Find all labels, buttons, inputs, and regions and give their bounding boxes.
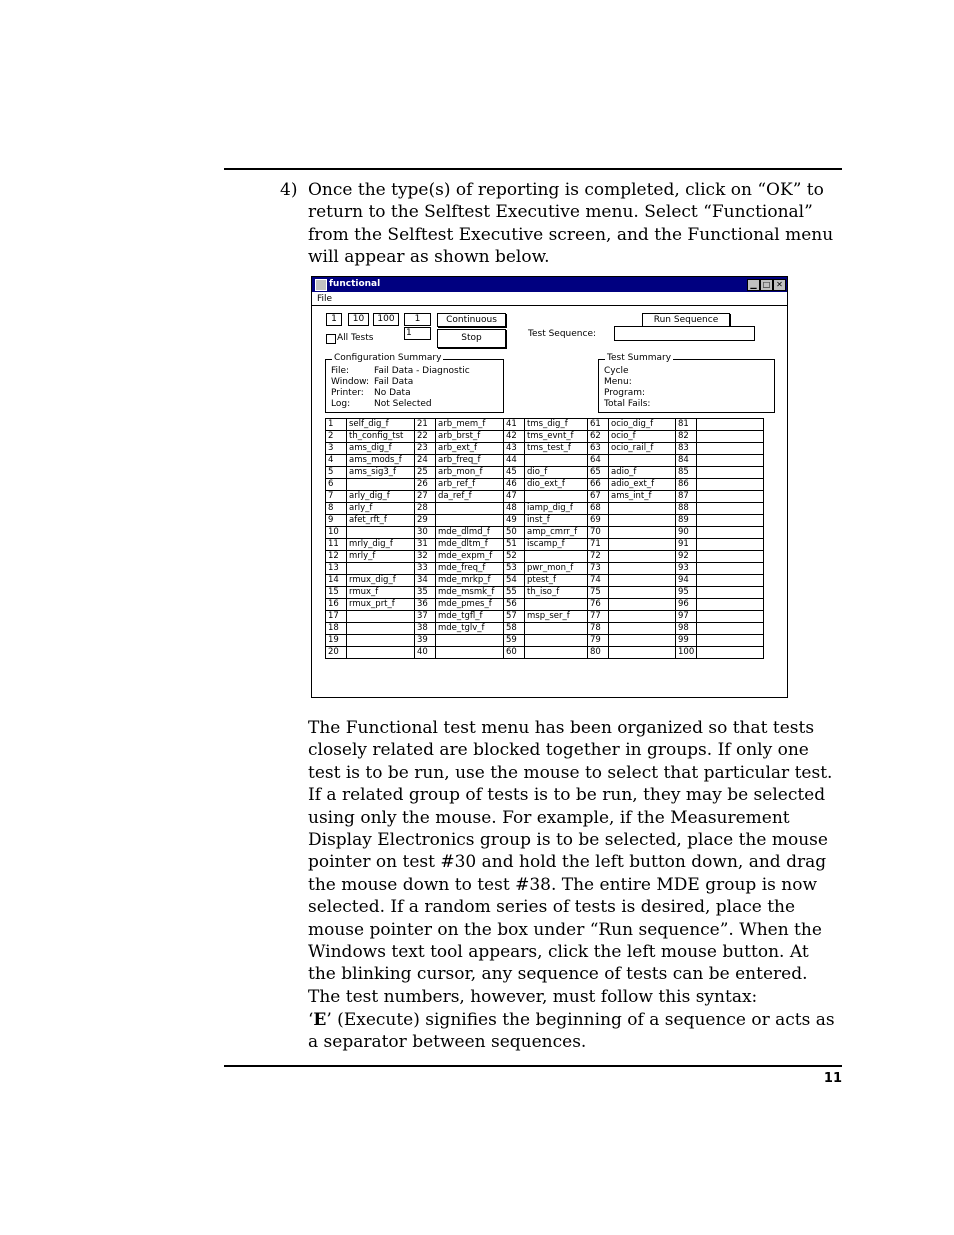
app-icon [315,279,327,291]
test-name-cell[interactable] [697,419,764,431]
test-name-cell[interactable]: mde_dltm_f [436,539,504,551]
test-number-cell[interactable]: 7 [326,491,347,503]
test-number-cell[interactable]: 76 [588,599,609,611]
test-name-cell[interactable]: ams_sig3_f [347,467,415,479]
body-paragraph: The Functional test menu has been organized so that tests closely related are blocked together in groups. If only one test is to be run, use the mouse to select that particular test. If a related group of tests is to be run, they may be selected using only the mouse. For example, if the Measurement Display Electronics group is to be selected, place the mouse pointer on test #30 and hold the left button down, and drag the mouse down to test #38. The entire MDE group is now selected. If a random series of tests is desired, place the mouse pointer on the box under “Run sequence”. When the Windows text tool appears, click the left mouse button. At the blinking cursor, any sequence of tests can be entered. The test numbers, however, must follow this syntax: [308,718,833,1007]
test-number-cell[interactable]: 43 [504,443,525,455]
test-number-cell[interactable]: 18 [326,623,347,635]
test-name-cell[interactable]: rmux_dig_f [347,575,415,587]
test-name-cell[interactable]: dio_ext_f [525,479,588,491]
test-number-cell[interactable]: 80 [588,647,609,659]
test-number-cell[interactable]: 59 [504,635,525,647]
test-name-cell[interactable] [609,611,676,623]
test-name-cell[interactable]: arb_ref_f [436,479,504,491]
test-number-cell[interactable]: 60 [504,647,525,659]
test-number-cell[interactable]: 57 [504,611,525,623]
test-number-cell[interactable]: 93 [676,563,697,575]
test-number-cell[interactable]: 10 [326,527,347,539]
test-name-cell[interactable] [609,527,676,539]
maximize-button[interactable]: □ [760,279,773,291]
test-name-cell[interactable] [347,563,415,575]
test-name-cell[interactable]: arb_brst_f [436,431,504,443]
test-row [326,611,764,623]
test-name-cell[interactable] [609,503,676,515]
all-tests-label: All Tests [337,333,374,343]
test-number-cell[interactable]: 47 [504,491,525,503]
test-number-cell[interactable]: 77 [588,611,609,623]
test-name-cell[interactable]: arly_f [347,503,415,515]
test-name-cell[interactable] [609,647,676,659]
test-row [326,539,764,551]
test-number-cell[interactable]: 89 [676,515,697,527]
test-row [326,455,764,467]
test-name-cell[interactable] [697,551,764,563]
test-number-cell[interactable]: 23 [415,443,436,455]
test-number-cell[interactable]: 14 [326,575,347,587]
test-name-cell[interactable] [697,599,764,611]
test-number-cell[interactable]: 75 [588,587,609,599]
test-number-cell[interactable]: 81 [676,419,697,431]
test-name-cell[interactable]: iamp_dig_f [525,503,588,515]
test-name-cell[interactable]: mde_dlmd_f [436,527,504,539]
test-number-cell[interactable]: 12 [326,551,347,563]
test-number-cell[interactable]: 31 [415,539,436,551]
run-sequence-button[interactable]: Run Sequence [642,313,730,327]
test-name-cell[interactable]: self_dig_f [347,419,415,431]
test-row [326,443,764,455]
test-summary-row: Cycle [604,366,629,376]
cycle-count-display: 1 [404,313,431,326]
test-name-cell[interactable] [697,587,764,599]
test-number-cell[interactable]: 91 [676,539,697,551]
test-name-cell[interactable]: ocio_dig_f [609,419,676,431]
config-key: Printer: [331,388,364,398]
test-name-cell[interactable] [609,515,676,527]
test-number-cell[interactable]: 66 [588,479,609,491]
test-summary-title: Test Summary [607,353,672,363]
test-name-cell[interactable] [697,647,764,659]
test-number-cell[interactable]: 86 [676,479,697,491]
test-row [326,515,764,527]
test-number-cell[interactable]: 54 [504,575,525,587]
test-number-cell[interactable]: 37 [415,611,436,623]
test-name-cell[interactable]: ptest_f [525,575,588,587]
test-name-cell[interactable] [436,503,504,515]
test-number-cell[interactable]: 13 [326,563,347,575]
test-number-cell[interactable]: 55 [504,587,525,599]
execute-close-quote: ’ [326,1010,332,1030]
test-name-cell[interactable] [609,551,676,563]
test-number-cell[interactable]: 21 [415,419,436,431]
test-number-cell[interactable]: 6 [326,479,347,491]
test-name-cell[interactable] [347,623,415,635]
test-sequence-label: Test Sequence: [528,329,597,339]
config-value: No Data [374,388,411,398]
config-key: Window: [331,377,370,387]
test-name-cell[interactable]: mde_expm_f [436,551,504,563]
test-name-cell[interactable]: rmux_prt_f [347,599,415,611]
test-name-cell[interactable]: amp_cmrr_f [525,527,588,539]
test-summary-row: Total Fails: [604,399,651,409]
test-name-cell[interactable] [697,491,764,503]
test-number-cell[interactable]: 74 [588,575,609,587]
all-tests-checkbox[interactable] [326,334,336,344]
test-summary-group [598,353,775,413]
test-name-cell[interactable] [609,623,676,635]
test-name-cell[interactable] [436,515,504,527]
config-row [331,399,432,409]
test-number-cell[interactable]: 44 [504,455,525,467]
test-name-cell[interactable]: ams_mods_f [347,455,415,467]
step-number: 4) [280,180,298,200]
window-title: functional [329,279,381,289]
test-name-cell[interactable]: afet_rft_f [347,515,415,527]
test-name-cell[interactable]: rmux_f [347,587,415,599]
test-name-cell[interactable] [697,623,764,635]
config-row [331,377,413,387]
test-name-cell[interactable] [436,635,504,647]
test-name-cell[interactable] [697,563,764,575]
test-name-cell[interactable] [525,635,588,647]
test-name-cell[interactable]: arly_dig_f [347,491,415,503]
test-number-cell[interactable]: 96 [676,599,697,611]
test-number-cell[interactable]: 15 [326,587,347,599]
test-name-cell[interactable]: pwr_mon_f [525,563,588,575]
test-name-cell[interactable]: mde_tglv_f [436,623,504,635]
menu-bar [312,293,787,306]
test-name-cell[interactable] [697,467,764,479]
test-name-cell[interactable]: dio_f [525,467,588,479]
test-number-cell[interactable]: 19 [326,635,347,647]
test-name-cell[interactable]: ocio_rail_f [609,443,676,455]
test-number-cell[interactable]: 97 [676,611,697,623]
test-number-cell[interactable]: 68 [588,503,609,515]
configuration-summary-title: Configuration Summary [334,353,442,363]
cycle-1-button[interactable]: 1 [326,313,342,326]
test-number-cell[interactable]: 67 [588,491,609,503]
test-number-cell[interactable]: 2 [326,431,347,443]
test-number-cell[interactable]: 46 [504,479,525,491]
test-row [326,479,764,491]
test-name-cell[interactable] [436,647,504,659]
test-name-cell[interactable] [525,491,588,503]
test-name-cell[interactable] [697,527,764,539]
test-list-table [325,418,764,659]
test-number-cell[interactable]: 27 [415,491,436,503]
test-name-cell[interactable] [697,455,764,467]
test-name-cell[interactable] [525,647,588,659]
test-name-cell[interactable] [609,599,676,611]
test-number-cell[interactable]: 71 [588,539,609,551]
test-name-cell[interactable] [347,611,415,623]
test-name-cell[interactable] [697,635,764,647]
test-sequence-input[interactable] [614,326,755,341]
test-name-cell[interactable] [347,635,415,647]
test-number-cell[interactable]: 88 [676,503,697,515]
test-name-cell[interactable]: adio_ext_f [609,479,676,491]
test-number-cell[interactable]: 85 [676,467,697,479]
config-key: Log: [331,399,351,409]
minimize-button[interactable]: ▁ [747,279,760,291]
test-name-cell[interactable]: mde_msmk_f [436,587,504,599]
test-number-cell[interactable]: 39 [415,635,436,647]
test-name-cell[interactable] [347,527,415,539]
test-number-cell[interactable]: 41 [504,419,525,431]
test-number-cell[interactable]: 34 [415,575,436,587]
test-row [326,419,764,431]
test-name-cell[interactable]: th_iso_f [525,587,588,599]
test-name-cell[interactable] [697,431,764,443]
test-number-cell[interactable]: 4 [326,455,347,467]
test-number-cell[interactable]: 99 [676,635,697,647]
test-number-cell[interactable]: 28 [415,503,436,515]
test-summary-row: Program: [604,388,646,398]
test-name-cell[interactable]: mrly_f [347,551,415,563]
test-name-cell[interactable]: arb_freq_f [436,455,504,467]
execute-open-quote: ‘ [308,1010,314,1030]
test-number-cell[interactable]: 73 [588,563,609,575]
test-number-cell[interactable]: 79 [588,635,609,647]
stop-button[interactable]: Stop [437,329,506,348]
test-number-cell[interactable]: 94 [676,575,697,587]
test-name-cell[interactable] [697,443,764,455]
cycle-10-button[interactable]: 10 [348,313,369,326]
test-number-cell[interactable]: 3 [326,443,347,455]
test-row [326,431,764,443]
test-number-cell[interactable]: 61 [588,419,609,431]
page-number: 11 [823,1071,842,1086]
test-row [326,551,764,563]
test-row [326,575,764,587]
menu-file[interactable]: File [317,294,333,304]
test-number-cell[interactable]: 9 [326,515,347,527]
test-number-cell[interactable]: 58 [504,623,525,635]
test-name-cell[interactable]: mrly_dig_f [347,539,415,551]
test-name-cell[interactable]: arb_mon_f [436,467,504,479]
test-name-cell[interactable] [525,599,588,611]
config-row [331,366,470,376]
cycle-100-button[interactable]: 100 [373,313,399,326]
test-number-cell[interactable]: 1 [326,419,347,431]
test-number-cell[interactable]: 87 [676,491,697,503]
test-name-cell[interactable]: mde_mrkp_f [436,575,504,587]
test-number-cell[interactable]: 56 [504,599,525,611]
execute-paragraph [308,1009,840,1054]
config-row [331,388,411,398]
test-number-cell[interactable]: 11 [326,539,347,551]
bottom-rule [224,1065,842,1067]
test-number-cell[interactable]: 30 [415,527,436,539]
test-number-cell[interactable]: 72 [588,551,609,563]
test-row [326,503,764,515]
test-name-cell[interactable] [609,563,676,575]
test-row [326,635,764,647]
test-name-cell[interactable] [525,623,588,635]
test-name-cell[interactable] [347,479,415,491]
test-number-cell[interactable]: 35 [415,587,436,599]
step-text: Once the type(s) of reporting is completed, click on “OK” to return to the Selftest Executive menu. Select “Functional” from the Selftest Executive screen, and the Functional menu will appear as shown below. [308,180,834,268]
config-value: Fail Data - Diagnostic [374,366,470,376]
test-name-cell[interactable] [609,587,676,599]
test-name-cell[interactable] [525,455,588,467]
test-number-cell[interactable]: 5 [326,467,347,479]
test-number-cell[interactable]: 70 [588,527,609,539]
test-row [326,563,764,575]
test-list-body [326,419,764,659]
config-value: Not Selected [374,399,432,409]
test-number-cell[interactable]: 20 [326,647,347,659]
test-name-cell[interactable] [525,551,588,563]
test-number-cell[interactable]: 33 [415,563,436,575]
test-number-cell[interactable]: 53 [504,563,525,575]
test-number-cell[interactable]: 52 [504,551,525,563]
test-name-cell[interactable] [697,575,764,587]
test-number-cell[interactable]: 17 [326,611,347,623]
test-number-cell[interactable]: 63 [588,443,609,455]
functional-window [311,276,788,698]
test-name-cell[interactable]: tms_test_f [525,443,588,455]
test-number-cell[interactable]: 26 [415,479,436,491]
test-name-cell[interactable] [609,539,676,551]
test-name-cell[interactable]: inst_f [525,515,588,527]
test-name-cell[interactable]: tms_evnt_f [525,431,588,443]
test-name-cell[interactable] [697,515,764,527]
test-number-cell[interactable]: 16 [326,599,347,611]
test-number-cell[interactable]: 22 [415,431,436,443]
test-row [326,599,764,611]
test-number-cell[interactable]: 84 [676,455,697,467]
config-value: Fail Data [374,377,414,387]
test-name-cell[interactable]: mde_pmes_f [436,599,504,611]
test-name-cell[interactable]: iscamp_f [525,539,588,551]
test-name-cell[interactable]: adio_f [609,467,676,479]
test-name-cell[interactable] [697,479,764,491]
test-number-cell[interactable]: 95 [676,587,697,599]
test-name-cell[interactable]: tms_dig_f [525,419,588,431]
test-name-cell[interactable]: ocio_f [609,431,676,443]
test-row [326,587,764,599]
test-name-cell[interactable] [697,611,764,623]
test-number-cell[interactable]: 98 [676,623,697,635]
test-number-cell[interactable]: 90 [676,527,697,539]
test-number-cell[interactable]: 38 [415,623,436,635]
test-name-cell[interactable] [609,455,676,467]
title-bar [312,277,787,292]
test-number-cell[interactable]: 25 [415,467,436,479]
test-name-cell[interactable]: da_ref_f [436,491,504,503]
test-number-cell[interactable]: 45 [504,467,525,479]
test-name-cell[interactable]: msp_ser_f [525,611,588,623]
test-number-cell[interactable]: 42 [504,431,525,443]
test-number-cell[interactable]: 40 [415,647,436,659]
config-key: File: [331,366,350,376]
test-row [326,527,764,539]
test-number-cell[interactable]: 51 [504,539,525,551]
execute-letter: E [313,1010,327,1030]
test-name-cell[interactable]: ams_dig_f [347,443,415,455]
test-number-cell[interactable]: 36 [415,599,436,611]
test-number-cell[interactable]: 65 [588,467,609,479]
test-number-cell[interactable]: 78 [588,623,609,635]
test-number-cell[interactable]: 83 [676,443,697,455]
test-name-cell[interactable]: mde_freq_f [436,563,504,575]
top-rule [224,168,842,170]
test-row [326,491,764,503]
close-button[interactable]: ✕ [773,279,786,291]
test-number-cell[interactable]: 48 [504,503,525,515]
test-number-cell[interactable]: 24 [415,455,436,467]
test-name-cell[interactable] [697,503,764,515]
test-summary-row: Menu: [604,377,632,387]
test-name-cell[interactable]: arb_ext_f [436,443,504,455]
test-number-cell[interactable]: 50 [504,527,525,539]
test-row [326,647,764,659]
continuous-button[interactable]: Continuous [437,313,506,327]
test-name-cell[interactable] [609,575,676,587]
configuration-summary-group [325,353,504,413]
test-name-cell[interactable] [347,647,415,659]
test-name-cell[interactable]: th_config_tst [347,431,415,443]
test-number-cell[interactable]: 64 [588,455,609,467]
test-number-cell[interactable]: 92 [676,551,697,563]
cycle-count-input[interactable]: 1 [404,327,431,340]
test-name-cell[interactable]: mde_tgfl_f [436,611,504,623]
test-number-cell[interactable]: 69 [588,515,609,527]
test-name-cell[interactable] [697,539,764,551]
test-number-cell[interactable]: 49 [504,515,525,527]
test-number-cell[interactable]: 8 [326,503,347,515]
test-number-cell[interactable]: 100 [676,647,697,659]
test-number-cell[interactable]: 82 [676,431,697,443]
test-number-cell[interactable]: 29 [415,515,436,527]
test-name-cell[interactable]: arb_mem_f [436,419,504,431]
execute-text: (Execute) signifies the beginning of a sequence or acts as a separator between sequences. [308,1010,835,1053]
test-name-cell[interactable] [609,635,676,647]
test-number-cell[interactable]: 32 [415,551,436,563]
test-row [326,467,764,479]
test-name-cell[interactable]: ams_int_f [609,491,676,503]
test-row [326,623,764,635]
test-number-cell[interactable]: 62 [588,431,609,443]
